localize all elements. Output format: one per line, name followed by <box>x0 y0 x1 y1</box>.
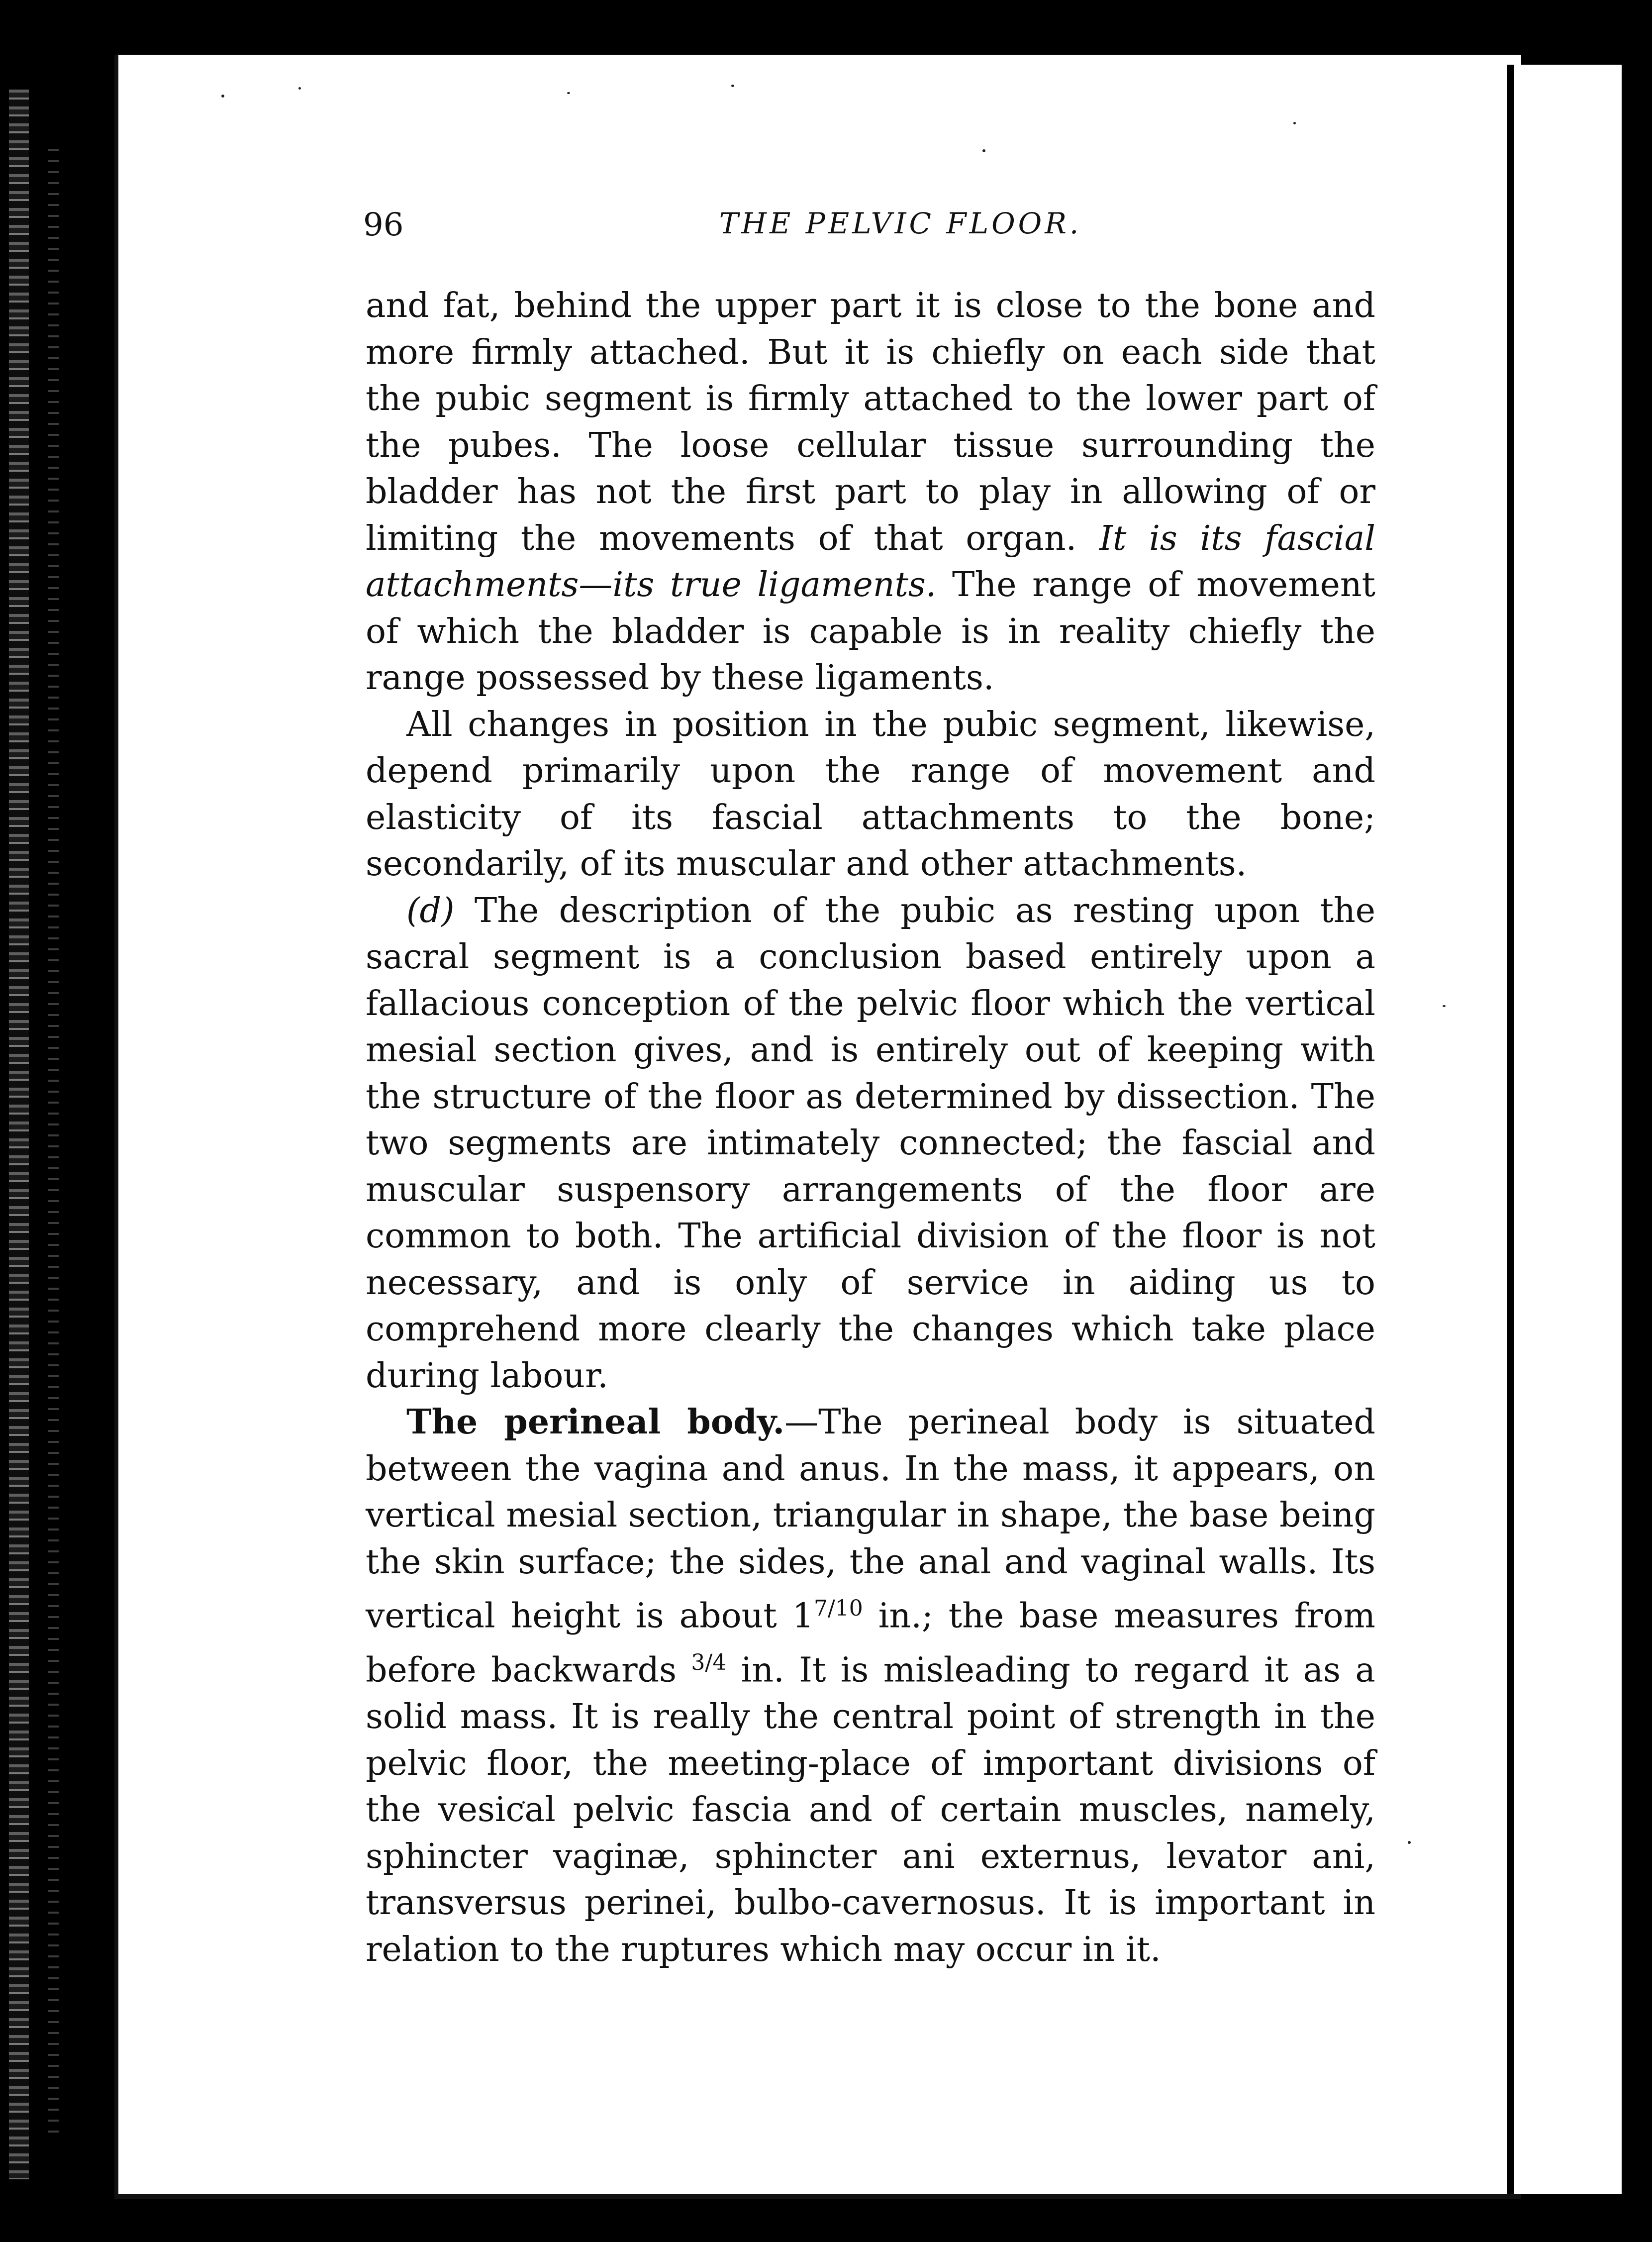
paragraph-3-label: (d) <box>406 891 455 930</box>
paragraph-1-text: and fat, behind the upper part it is close to the bone and more firmly attached. But it is chiefly on each side that the pubic segment is firmly attached to the lower part of the pubes. The loose cellular tissue surrounding the bladder has not the first part to play in allowing of or limiting the movements of that organ. <box>366 286 1375 558</box>
paragraph-1-italic: It is its fascial attachments—its true ligaments. <box>366 518 1375 605</box>
paragraph-3 <box>366 888 1375 1400</box>
binding-stripe <box>9 90 29 2179</box>
running-title: THE PELVIC FLOOR. <box>719 206 1082 240</box>
paragraph-1-rest: The range of movement of which the bladder is capable is in reality chiefly the range possessed by these ligaments. <box>366 565 1375 698</box>
paragraph-3-text: The description of the pubic as resting upon the sacral segment is a conclusion based entirely upon a fallacious conception of the pelvic floor which the vertical mesial section gives, and is entirely out of keeping with the structure of the floor as determined by dissection. The two segments are intimately connected; the fascial and muscular suspensory arrangements of the floor are common to both. The artificial division of the floor is not necessary, and is only of service in aiding us to comprehend more clearly the changes which take place during labour. <box>366 891 1375 1396</box>
paragraph-4-text-b: in.; the base measures from before backwards <box>366 1596 1375 1690</box>
paragraph-4 <box>366 1399 1375 1973</box>
binding-stripe-inner <box>48 149 59 2140</box>
paragraph-1 <box>366 283 1375 702</box>
page-number: 96 <box>363 206 404 243</box>
fraction-height: 7/10 <box>813 1596 863 1621</box>
fraction-base: 3/4 <box>691 1650 727 1676</box>
paragraph-4-text-a: —The perineal body is situated between the vagina and anus. In the mass, it appears, on vertical mesial section, triangular in shape, the base being the skin surface; the sides, the anal and vaginal walls. Its vertical height is about 1 <box>366 1403 1375 1636</box>
next-page-edge <box>1507 65 1629 2194</box>
book-binding-edge <box>0 0 114 2242</box>
scan-border-right <box>1622 0 1652 2242</box>
paragraph-2: All changes in position in the pubic segment, likewise, depend primarily upon the range of movement and elasticity of its fascial attachments to the bone; secondarily, of its muscular and other attachments. <box>366 705 1375 884</box>
body-text <box>366 283 1375 1973</box>
paragraph-4-text-c: in. It is misleading to regard it as a solid mass. It is really the central point of strength in the pelvic floor, the meeting-place of important divisions of the vesical pelvic fascia and of certain muscles, namely, sphincter vaginæ, sphincter ani externus, levator ani, transversus perinei, bulbo-cavernosus. It is important in relation to the ruptures which may occur in it. <box>366 1650 1375 1969</box>
page-header <box>363 206 1378 246</box>
section-heading-perineal-body: The perineal body. <box>406 1402 785 1442</box>
